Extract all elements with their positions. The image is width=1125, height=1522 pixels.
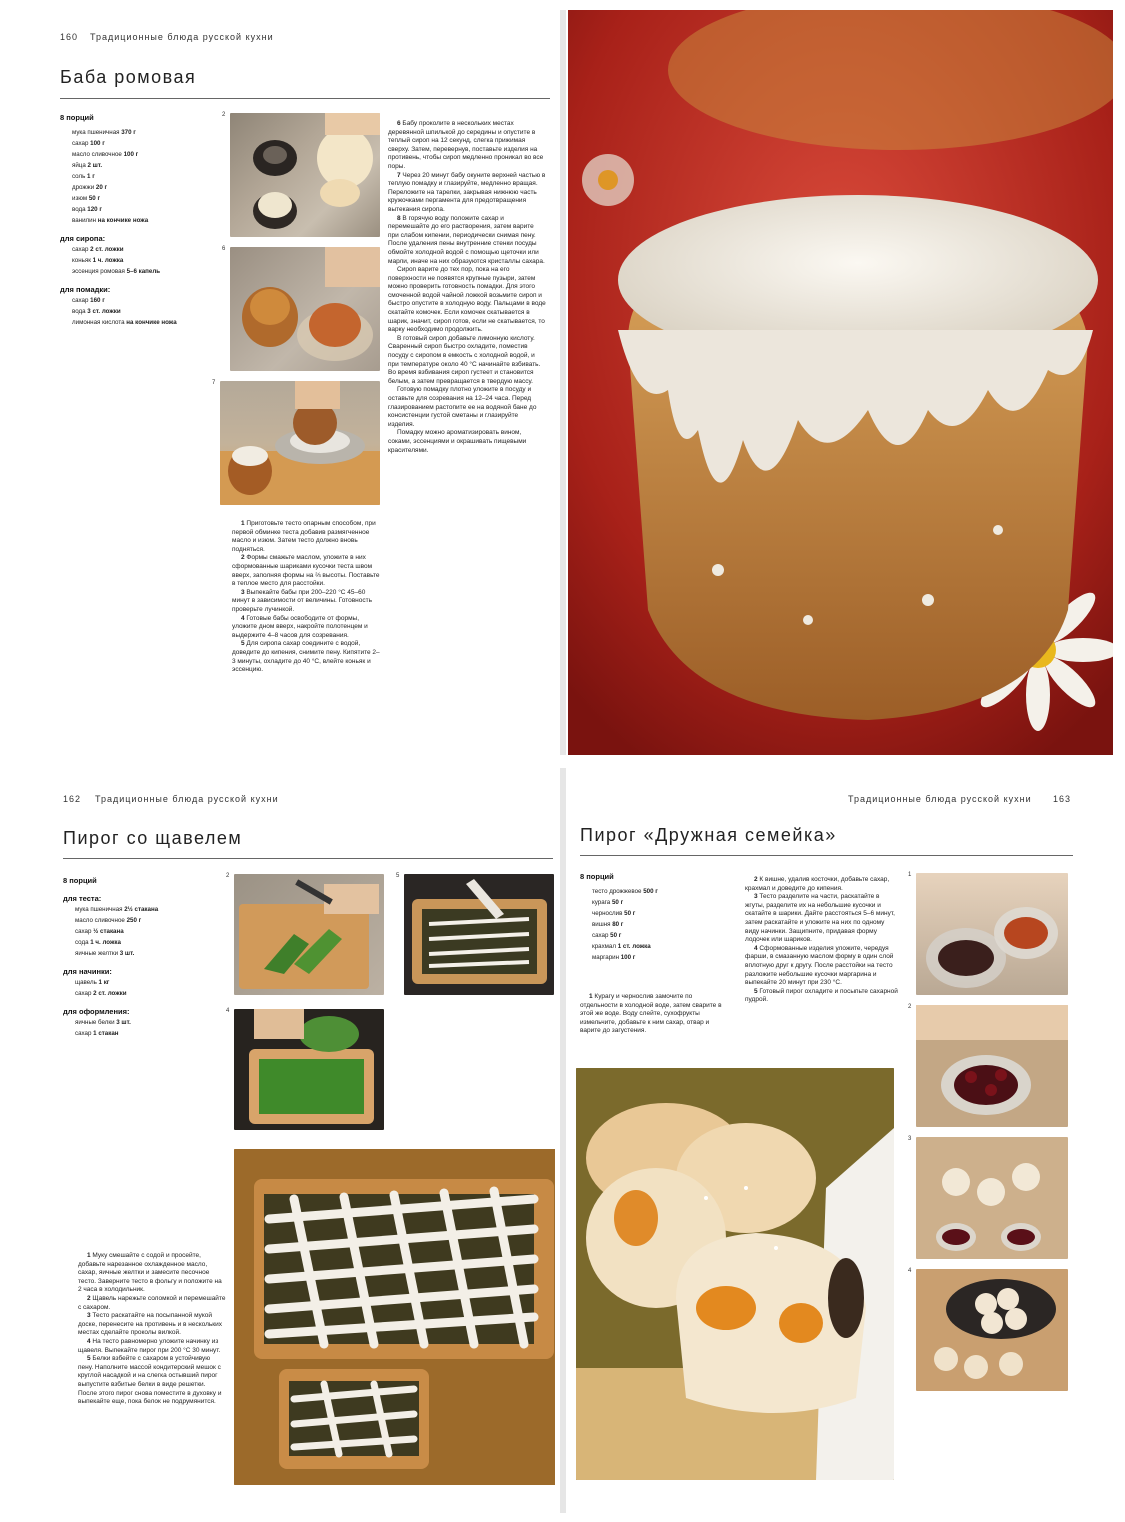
recipe-title-sorrel-pie: Пирог со щавелем [63,828,243,848]
step-number: 8 [397,214,403,222]
step-paragraph [78,1295,226,1312]
step-paragraph [745,893,900,945]
page-number-163: 163 [1053,794,1072,804]
ingredient-name: эссенция ромовая [72,268,127,275]
syrup-list [60,244,220,277]
title-echo-160 [220,67,227,88]
step-photo-rolling-dough [916,1137,1068,1259]
photo-number-p162-5: 5 [396,873,400,879]
ingredients-baba [60,113,220,328]
step-paragraph [388,429,546,455]
filling-list [63,977,233,999]
photo-number-p163-3: 3 [908,1136,912,1142]
ingredient-row [60,317,220,328]
page-number-160: 160 [60,32,79,42]
title-rule-160 [60,98,550,99]
step-text: В готовый сироп добавьте лимонную кислоту. Сваренный сироп быстро охладите, поместив посуду с сиропом в емкость с холодной водой, и при температуре около 40 °С начинайте взбивать. Во время взбивания сироп густеет и становится белым, а затем превращается в твердую массу. [388,334,541,385]
ingredient-name: щавель [75,979,99,986]
ingredient-name: мука пшеничная [75,906,125,913]
baba-hero-photo [568,10,1113,755]
dough-heading: для теста: [63,894,102,903]
ingredient-name: сахар [75,990,94,997]
step-number: 3 [241,588,247,596]
step-text: Помадку можно ароматизировать вином, соками, эссенциями и окрашивать пищевыми красителями. [388,429,527,454]
ingredient-qty: 500 г [643,888,658,895]
ingredient-row [60,255,220,266]
ingredient-qty: 100 г [620,954,636,961]
ingredient-row [60,295,220,306]
step-paragraph [232,615,382,641]
buns-pan-icon [916,1269,1068,1391]
sorrel-filling-icon [234,1009,384,1130]
portions-162: 8 порций [63,876,97,885]
photo-number-p163-2: 2 [908,1004,912,1010]
step-paragraph [232,520,382,554]
portions-160: 8 порций [60,113,94,122]
ingredient-row [63,988,233,999]
running-head-162: Традиционные блюда русской кухни [95,794,279,804]
ingredient-qty: 50 г [611,899,624,906]
ingredient-qty: 100 г [90,140,105,147]
ingredient-qty: 100 г [123,151,139,158]
ingredient-qty: 2 ст. ложки [93,990,127,997]
running-head-163: Традиционные блюда русской кухни [848,794,1032,804]
ingredient-row [60,193,220,204]
ingredient-list-friendly-family [580,886,750,963]
ingredient-row [63,926,233,937]
portions-163: 8 порций [580,872,614,881]
photo-number-6: 6 [222,246,226,252]
ingredient-qty: 1 ч. ложка [90,939,121,946]
ingredient-name: вода [72,206,88,213]
step-photo-6 [230,247,380,371]
dough-list [63,904,233,959]
step-number: 4 [87,1337,93,1345]
step-number: 3 [87,1312,93,1320]
step-text: Тесто раскатайте на посыпанной мукой доске, перенесите на противень и в нескольких местах сделайте проколы вилкой. [78,1312,223,1337]
step-number: 5 [754,987,760,995]
ingredient-name: яйца [72,162,88,169]
ingredient-row [580,897,750,908]
ingredient-name: сахар [75,1030,94,1037]
step-text: Выпекайте бабы при 200–220 °С 45–60 минут в зависимости от величины. Готовность проверьте лучинкой. [232,588,372,613]
decor-heading: для оформления: [63,1007,130,1016]
page-162 [10,768,555,1513]
step-paragraph [232,589,382,615]
fondant-heading: для помадки: [60,285,111,294]
ingredient-name: яичные желтки [75,950,120,957]
ingredient-name: масло сливочное [75,917,127,924]
step-paragraph [745,876,900,893]
step-number: 5 [87,1355,93,1363]
ingredient-row [60,127,220,138]
ingredient-name: лимонная кислота [72,319,127,326]
ingredient-qty: 1 г [87,173,95,180]
ingredient-qty: 250 г [126,917,142,924]
ingredient-row [580,941,750,952]
ingredient-row [60,204,220,215]
step-photo-cherries-apricot [916,873,1068,995]
step-paragraph [388,215,546,267]
decor-list [63,1017,233,1039]
step-text: Через 20 минут бабу окуните верхней частью в теплую помадку и глазируйте, медленно вращая. Переложите на тарелки, закрывая нижнюю часть кружочками пергамента для предотвращения вытекания сиропа. [388,171,546,213]
photo-number-p163-1: 1 [908,872,912,878]
baba-icon [618,195,1098,720]
step-photo-piping-meringue [404,874,554,995]
ingredient-name: сахар [72,246,91,253]
step-text: В горячую воду положите сахар и перемешайте до его растворения, затем варите при слабом кипении, периодически снимая пену. После удаления пены внутренние стенки посуды обмойте холодной водой с помощью щеточки или марли, иначе на них образуются кристаллы сахара. [388,214,545,265]
step-number: 2 [87,1294,93,1302]
ingredient-qty: 2 шт. [87,162,103,169]
step-paragraph [745,988,900,1005]
step-paragraph [388,386,546,429]
running-head-160: Традиционные блюда русской кухни [90,32,274,42]
step-number: 1 [589,993,595,1000]
gutter-top [560,10,566,755]
step-number: 2 [754,876,760,883]
filling-heading: для начинки: [63,967,112,976]
bowls-icon [916,873,1068,995]
step-number: 3 [754,893,760,901]
ingredient-row [60,171,220,182]
step-text: Щавель нарежьте соломкой и перемешайте с сахаром. [78,1294,226,1311]
step-paragraph [232,640,382,674]
ingredient-qty: 1 ч. ложка [92,257,124,264]
steps-baba-right [388,120,546,455]
ingredient-qty: 3 шт. [116,1019,131,1026]
ingredient-qty: 50 г [88,195,101,202]
meringue-lattice-icon [404,874,554,995]
ingredient-row [60,215,220,226]
step-number: 4 [754,944,760,952]
cherry-bowl-icon [916,1005,1068,1127]
ingredient-qty: 2½ стакана [124,906,159,913]
step-text: Курагу и чернослив замочите по отдельности в холодной воде, затем сварите в этой же воде. Воду слейте, сухофрукты измельчите, добавьте к ним сахар, отвар и варите до загустения. [580,993,722,1035]
ingredient-name: изюм [72,195,89,202]
step-paragraph [232,554,382,588]
gutter-bottom [560,768,566,1513]
ingredient-qty: 3 шт. [119,950,135,957]
ingredient-row [63,1028,233,1039]
ingredient-list-baba [60,127,220,226]
step-number: 6 [397,120,403,127]
dough-in-mold-icon [230,113,380,237]
hero-photo-sorrel-pie [234,1149,555,1485]
ingredient-row [60,138,220,149]
ingredient-row [63,904,233,915]
ingredient-name: курага [592,899,612,906]
ingredient-qty: 20 г [95,184,108,191]
ingredient-name: яичные белки [75,1019,117,1026]
step-text: К вишне, удалив косточки, добавьте сахар, крахмал и доведите до кипения. [745,876,890,892]
ingredient-row [580,908,750,919]
ingredient-qty: 370 г [121,129,136,136]
photo-number-p162-4: 4 [226,1008,230,1014]
ingredient-qty: ½ стакана [93,928,124,935]
recipe-title-baba: Баба ромовая [60,67,197,87]
page-number-162: 162 [63,794,82,804]
step-text: Муку смешайте с содой и просейте, добавьте нарезанное охлажденное масло, сахар, яичные желтки и замесите песочное тесто. Заверните тесто в фольгу и положите на 2 часа в холодильник. [78,1252,222,1294]
title-rule-162 [63,858,553,859]
step-photo-2 [230,113,380,237]
step-text: Готовый пирог охладите и посыпьте сахарной пудрой. [745,987,898,1004]
ingredient-row [60,160,220,171]
step-number: 7 [397,171,403,179]
step-text: Приготовьте тесто опарным способом, при первой обминке теста добавив размягченное масло и изюм. Затем тесто должно вновь подняться. [232,520,376,553]
ingredient-row [580,930,750,941]
step-paragraph [580,993,730,1036]
ingredient-qty: 1 стакан [93,1030,119,1037]
lattice-pie-icon [234,1149,555,1485]
step-number: 4 [241,614,247,622]
steps-baba-left [232,520,382,675]
steps-sorrel-pie [78,1252,226,1407]
ingredient-row [60,306,220,317]
dough-rounds-icon [916,1137,1068,1259]
ingredient-row [580,952,750,963]
ingredient-row [580,919,750,930]
photo-number-7: 7 [212,380,216,386]
page-163 [568,768,1113,1513]
step-number: 1 [87,1252,93,1259]
step-text: Готовую помадку плотно уложите в посуду и оставьте для созревания на 12–24 часа. Перед глазированием растопите ее на водяной бане до консистенции густой сметаны и глазируйте изделия. [388,386,537,428]
ingredient-name: чернослив [592,910,625,917]
ingredient-qty: 80 г [612,921,624,928]
step-photo-pitting-cherries [916,1005,1068,1127]
step-paragraph [388,266,546,335]
steps-friendly-family-right [745,876,900,1005]
ingredient-name: крахмал [592,943,618,950]
page-160 [10,10,555,755]
ingredient-name: сахар [75,928,94,935]
ingredient-qty: 50 г [624,910,636,917]
step-number: 1 [241,520,247,527]
glazing-baba-icon [220,381,380,505]
ingredient-row [60,266,220,277]
ingredient-row [60,182,220,193]
ingredient-name: коньяк [72,257,93,264]
step-text: Сформованные изделия уложите, чередуя фарши, в смазанную маслом форму в один слой вплотную друг к другу. После расстойки на тесто разложите небольшие кусочки маргарина и выпекайте 20 минут при 230 °С. [745,944,894,987]
ingredient-row [63,915,233,926]
step-photo-spreading-filling [234,1009,384,1130]
steps-friendly-family-left [580,993,730,1036]
step-photo-buns-in-pan [916,1269,1068,1391]
page-161-photo [568,10,1113,755]
ingredient-row [63,977,233,988]
ingredient-name: тесто дрожжевое [592,888,644,895]
ingredient-name: ванилин [72,217,98,224]
ingredient-qty: на кончике ножа [126,319,177,326]
ingredient-name: масло сливочное [72,151,124,158]
ingredient-qty: 3 ст. ложки [87,308,121,315]
ingredient-qty: 160 г [90,297,105,304]
recipe-title-friendly-family: Пирог «Дружная семейка» [580,825,837,845]
hero-photo-friendly-family [576,1068,894,1480]
ingredient-qty: 5–6 капель [126,268,161,275]
ingredient-name: вода [72,308,88,315]
ingredient-row [60,244,220,255]
step-text: На тесто равномерно уложите начинку из щавеля. Выпекайте пирог при 200 °С 30 минут. [78,1337,221,1354]
photo-number-2: 2 [222,112,226,118]
ingredient-name: сахар [72,297,91,304]
ingredient-row [60,149,220,160]
photo-number-p162-2: 2 [226,873,230,879]
step-photo-7 [220,381,380,505]
ingredients-friendly-family [580,872,750,963]
ingredient-qty: 2 ст. ложки [90,246,124,253]
step-text: Тесто разделите на части, раскатайте в жгуты, разделите их на небольшие кусочки и скатайте в шарики. Дайте расстояться 5–6 минут, затем раскатайте и уложите на них по одному виду начинки. Защипните, придавая форму лодочек или шариков. [745,893,895,944]
baba-in-syrup-icon [230,247,380,371]
ingredient-qty: 50 г [610,932,622,939]
step-text: Формы смажьте маслом, уложите в них сформованные шариками кусочки теста швом вверх, заполняя формы на ⅔ высоты. Поставьте в теплое место для расстойки. [232,554,380,588]
step-paragraph [388,120,546,172]
ingredient-name: сахар [72,140,91,147]
ingredient-row [63,1017,233,1028]
bun-cake-icon [576,1068,894,1480]
step-text: Сироп варите до тех пор, пока на его поверхности не появятся крупные пузыри, затем можно проверить готовность помадки. Для этого смоченной водой чайной ложкой возьмите сироп и быстро опустите в холодную воду. Пальцами в воде скатайте комочек. Если комочек скатывается в шарик, значит, сироп готов, если не скатывается, то варку необходимо продолжить. [388,266,546,334]
step-text: Бабу проколите в нескольких местах деревянной шпилькой до середины и опустите в теплый сироп на 12 секунд, слегка прижимая сверху. Затем, перевернув, поставьте изделия на противень, чтобы сироп медленно проникал во все поры. [388,120,544,170]
photo-number-p163-4: 4 [908,1268,912,1274]
step-paragraph [745,945,900,988]
step-paragraph [388,335,546,387]
ingredient-qty: 1 кг [98,979,110,986]
ingredient-row [580,886,750,897]
fondant-list [60,295,220,328]
sorrel-board-icon [234,874,384,995]
ingredient-qty: 1 ст. ложка [617,943,651,950]
step-paragraph [78,1312,226,1338]
step-paragraph [388,172,546,215]
step-photo-cutting-sorrel [234,874,384,995]
ingredient-name: сахар [592,932,611,939]
ingredient-row [63,948,233,959]
ingredient-name: соль [72,173,88,180]
ingredient-name: маргарин [592,954,621,961]
step-text: Белки взбейте с сахаром в устойчивую пену. Наполните массой кондитерский мешок с круглой насадкой и на слегка остывший пирог выпустите взбитые белки в виде решетки. После этого пирог снова поместите в духовку и выпекайте еще, пока белок не подрумянится. [78,1355,222,1406]
title-rule-163 [580,855,1073,856]
ingredient-name: мука пшеничная [72,129,122,136]
step-text: Готовые бабы освободите от формы, уложите дном вверх, накройте полотенцем и выдержите 4–8 часов для созревания. [232,614,368,639]
ingredient-qty: 120 г [87,206,102,213]
ingredient-qty: на кончике ножа [97,217,149,224]
step-text: Для сиропа сахар соедините с водой, доведите до кипения, снимите пену. Кипятите 2–3 минуты, охладите до 40 °С, влейте коньяк и эссенцию. [232,640,380,674]
syrup-heading: для сиропа: [60,234,106,243]
ingredient-name: сода [75,939,91,946]
step-number: 2 [241,554,247,562]
step-paragraph [78,1355,226,1407]
step-number: 5 [241,640,247,648]
ingredient-name: дрожжи [72,184,96,191]
ingredient-row [63,937,233,948]
step-paragraph [78,1338,226,1355]
step-paragraph [78,1252,226,1295]
ingredients-sorrel-pie [63,876,233,1039]
ingredient-name: вишня [592,921,613,928]
